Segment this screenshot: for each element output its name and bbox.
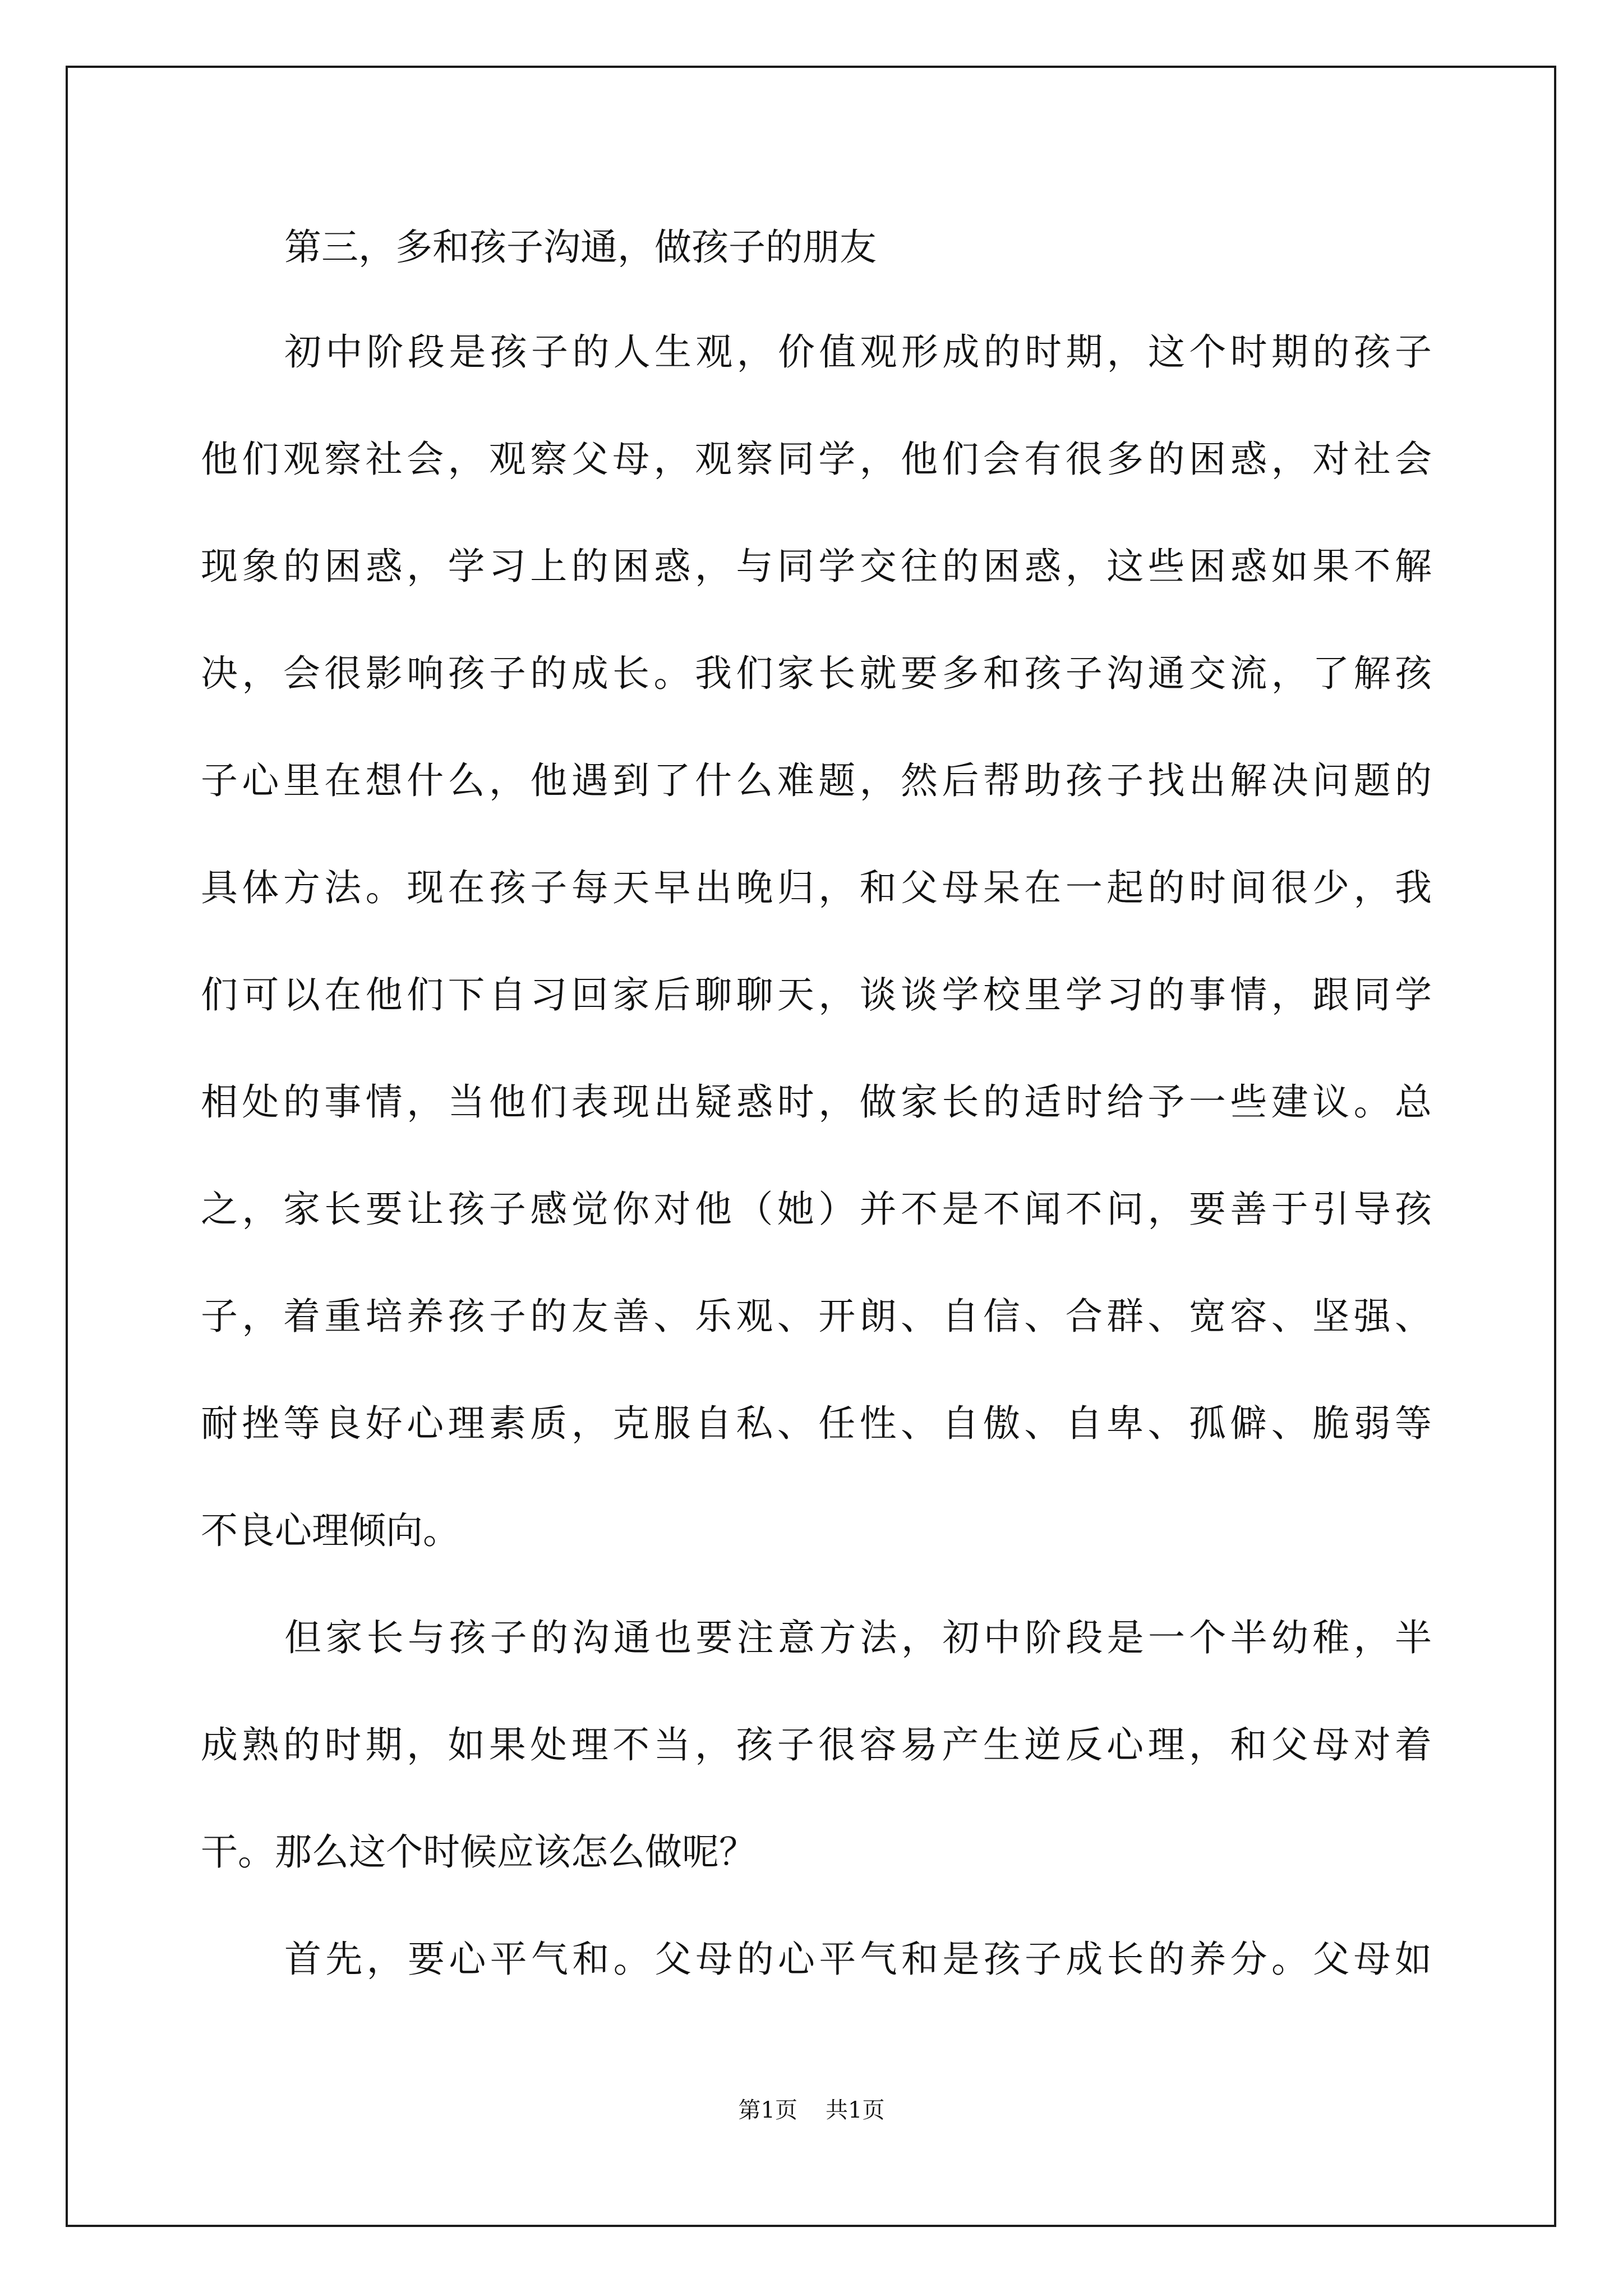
paragraph-line: 干。那么这个时候应该怎么做呢？ (201, 1830, 756, 1874)
paragraph-line: 但家长与孩子的沟通也要注意方法，初中阶段是一个半幼稚，半 (284, 1616, 1432, 1659)
paragraph-line: 们可以在他们下自习回家后聊聊天，谈谈学校里学习的事情，跟同学 (201, 973, 1432, 1016)
paragraph-line: 具体方法。现在孩子每天早出晚归，和父母呆在一起的时间很少，我 (201, 866, 1432, 909)
page-total: 共1页 (826, 2097, 885, 2123)
paragraph-line: 决，会很影响孩子的成长。我们家长就要多和孩子沟通交流，了解孩 (201, 652, 1432, 695)
paragraph-line: 相处的事情，当他们表现出疑惑时，做家长的适时给予一些建议。总 (201, 1080, 1432, 1124)
page-number: 第1页 (738, 2097, 797, 2123)
paragraph-line: 耐挫等良好心理素质，克服自私、任性、自傲、自卑、孤僻、脆弱等 (201, 1402, 1432, 1445)
page-footer (0, 2092, 1623, 2124)
paragraph-line: 成熟的时期，如果处理不当，孩子很容易产生逆反心理，和父母对着 (201, 1723, 1432, 1766)
paragraph-line: 之，家长要让孩子感觉你对他（她）并不是不闻不问，要善于引导孩 (201, 1188, 1432, 1231)
paragraph-line: 初中阶段是孩子的人生观，价值观形成的时期，这个时期的孩子 (284, 330, 1432, 374)
paragraph-line: 现象的困惑，学习上的困惑，与同学交往的困惑，这些困惑如果不解 (201, 545, 1432, 588)
paragraph-line: 子心里在想什么，他遇到了什么难题，然后帮助孩子找出解决问题的 (201, 759, 1432, 802)
paragraph-line: 不良心理倾向。 (201, 1509, 460, 1552)
paragraph-line: 子，着重培养孩子的友善、乐观、开朗、自信、合群、宽容、坚强、 (201, 1295, 1432, 1338)
paragraph-line: 首先，要心平气和。父母的心平气和是孩子成长的养分。父母如 (284, 1938, 1432, 1981)
section-heading: 第三，多和孩子沟通，做孩子的朋友 (284, 226, 877, 269)
paragraph-line: 他们观察社会，观察父母，观察同学，他们会有很多的困惑，对社会 (201, 438, 1432, 481)
